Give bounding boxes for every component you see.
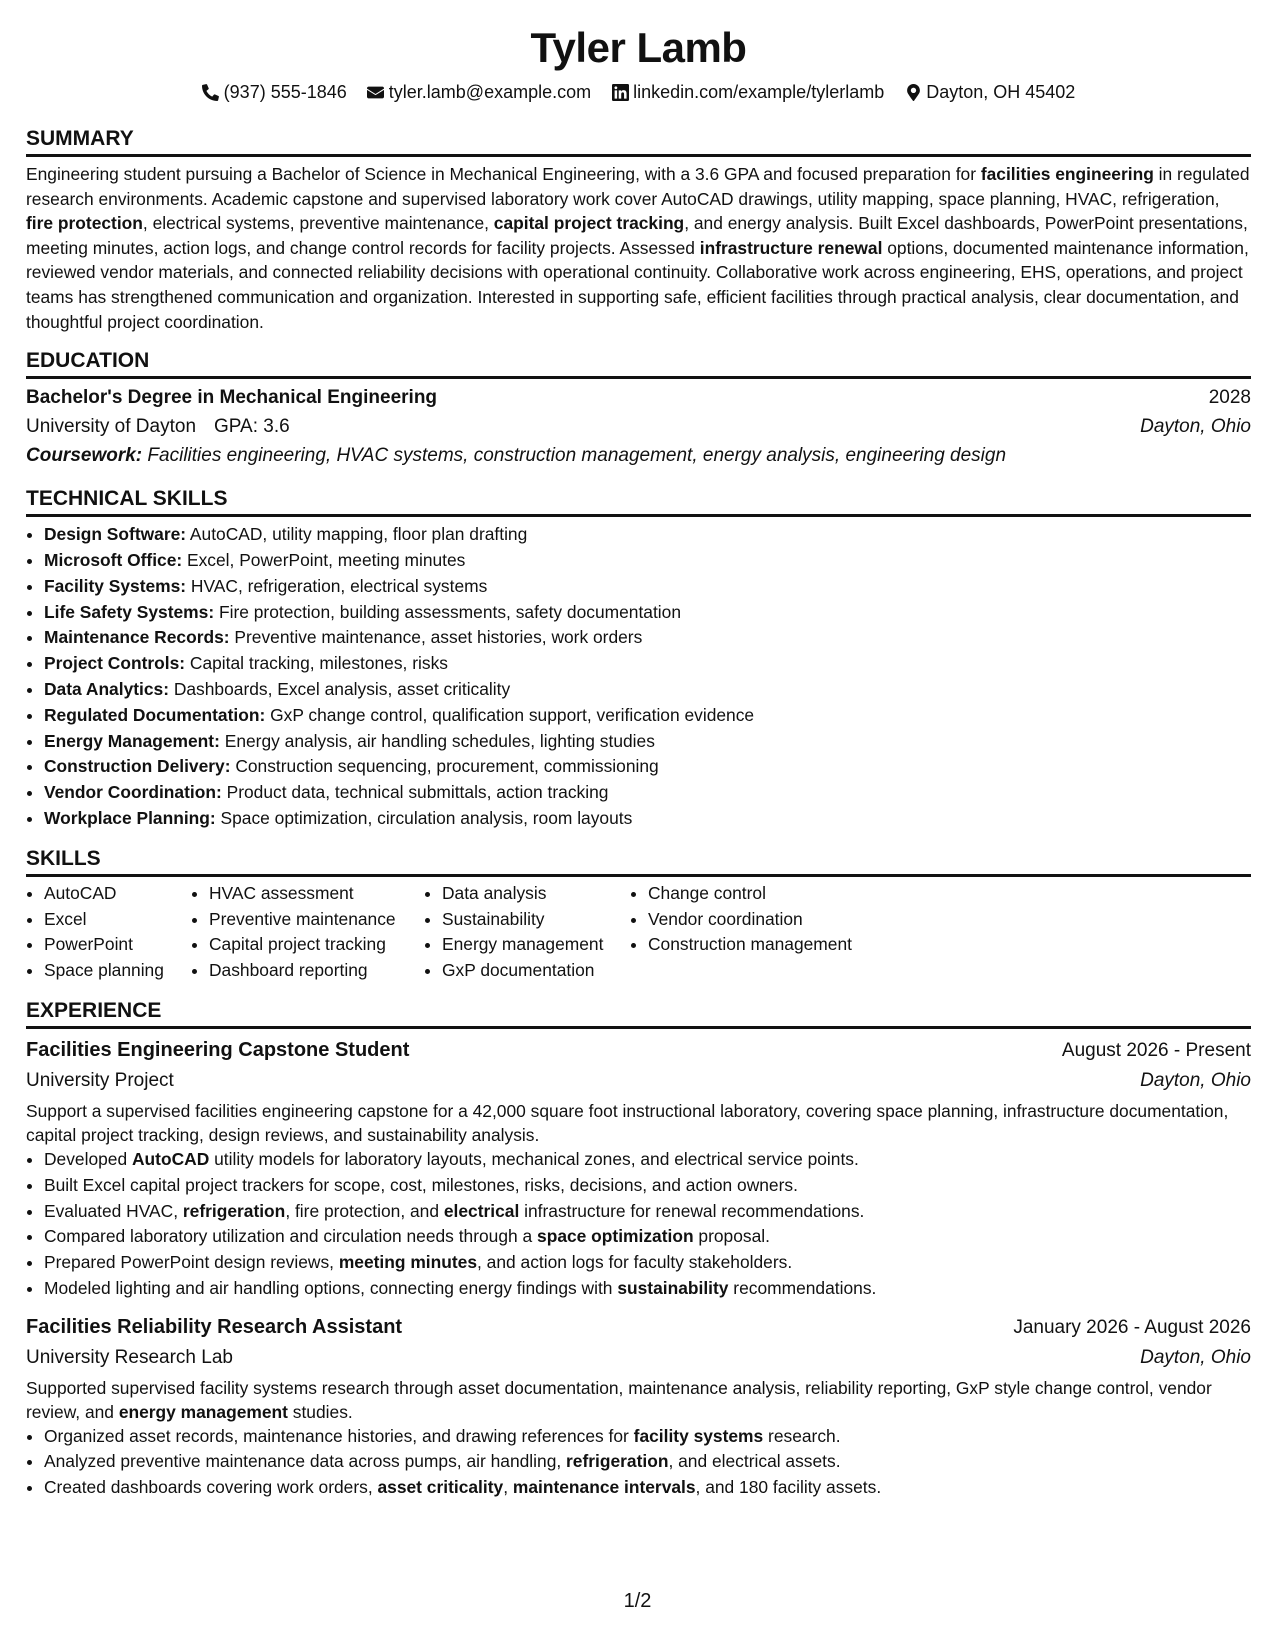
job-bullet-text: , and electrical assets. — [668, 1451, 841, 1472]
job-org-row — [26, 1343, 1251, 1373]
job-bullet-bold: refrigeration — [182, 1200, 286, 1221]
job-bullet-text: Organized asset records, maintenance histories, and drawing references for — [44, 1425, 634, 1446]
job-description — [26, 1376, 1251, 1424]
contact-phone[interactable] — [202, 80, 347, 104]
job-bullet-text: Analyzed preventive maintenance data across pumps, air handling, — [44, 1451, 567, 1472]
job-bullets — [26, 1147, 1251, 1302]
skill-item: • HVAC assessment — [209, 881, 424, 907]
technical-skill-text: Dashboards, Excel analysis, asset criticality — [169, 678, 511, 699]
technical-skill-text: Excel, PowerPoint, meeting minutes — [182, 549, 466, 570]
technical-skill-item — [44, 677, 1251, 703]
technical-skill-label: Maintenance Records: — [44, 627, 230, 648]
summary-text: options, documented maintenance information, reviewed vendor materials, and connected reliability decisions with operational continuity. Collaborative work across engineering, EHS, operations, and project teams has strengthened communication and organization. Interested in supporting safe, efficient facilities through practical analysis, clear documentation, and thoughtful project coordination. — [26, 237, 1249, 332]
job-bullet-bold: facility systems — [633, 1425, 764, 1446]
technical-skill-label: Project Controls: — [44, 653, 186, 674]
location-text: Dayton, OH 45402 — [926, 82, 1076, 102]
technical-skill-item — [44, 754, 1251, 780]
coursework-text: Facilities engineering, HVAC systems, construction management, energy analysis, engineering design — [142, 445, 1007, 467]
job-location: Dayton, Ohio — [1140, 1346, 1251, 1368]
linkedin-text: linkedin.com/example/tylerlamb — [633, 82, 885, 102]
job-entry — [26, 1312, 1251, 1501]
education-heading: EDUCATION — [26, 348, 1251, 379]
skill-item: • AutoCAD — [44, 881, 191, 907]
technical-skill-item — [44, 600, 1251, 626]
job-header-row — [26, 1035, 1251, 1066]
job-bullet-text: recommendations. — [728, 1277, 877, 1298]
candidate-name: Tyler Lamb — [530, 24, 747, 71]
technical-skill-text: Product data, technical submittals, action tracking — [221, 782, 609, 803]
technical-skill-label: Regulated Documentation: — [44, 704, 266, 725]
job-bullet-text: research. — [763, 1425, 841, 1446]
job-bullet — [44, 1449, 1251, 1475]
skills-column — [26, 881, 191, 984]
skill-item: • Data analysis — [442, 881, 630, 907]
skill-item: • Energy management — [442, 932, 630, 958]
skill-item: • Capital project tracking — [209, 932, 424, 958]
graduation-year: 2028 — [1208, 387, 1251, 409]
contact-location — [904, 80, 1075, 104]
technical-skill-label: Life Safety Systems: — [44, 601, 215, 622]
job-bullet-text: utility models for laboratory layouts, mechanical zones, and electrical service points. — [209, 1148, 859, 1169]
technical-skill-item — [44, 625, 1251, 651]
technical-skill-text: HVAC, refrigeration, electrical systems — [186, 575, 488, 596]
job-org-row — [26, 1066, 1251, 1096]
job-bullet-text: , and action logs for faculty stakeholders. — [477, 1252, 793, 1273]
job-organization: University Project — [26, 1069, 174, 1091]
technical-skill-label: Facility Systems: — [44, 575, 187, 596]
job-bullets — [26, 1424, 1251, 1501]
contact-linkedin[interactable] — [611, 80, 884, 104]
skill-item: • GxP documentation — [442, 958, 630, 984]
skills-heading: SKILLS — [26, 846, 1251, 877]
job-bullet-bold: refrigeration — [566, 1451, 669, 1472]
technical-skill-item — [44, 522, 1251, 548]
job-bullet — [44, 1199, 1251, 1225]
education-degree-row — [26, 383, 1251, 412]
job-location: Dayton, Ohio — [1140, 1069, 1251, 1091]
technical-skill-text: AutoCAD, utility mapping, floor plan drafting — [186, 524, 528, 545]
technical-skill-item — [44, 651, 1251, 677]
technical-skill-label: Energy Management: — [44, 730, 220, 751]
location-pin-icon — [904, 83, 922, 101]
job-bullet — [44, 1424, 1251, 1450]
summary-text: in regulated research environments. Academic capstone and supervised laboratory work cover AutoCAD drawings, utility mapping, space planning, HVAC, refrigeration, — [26, 164, 1250, 209]
summary-text — [26, 162, 1251, 334]
job-dates: August 2026 - Present — [1061, 1039, 1251, 1061]
skill-item: • Preventive maintenance — [209, 907, 424, 933]
experience-jobs — [26, 1035, 1251, 1501]
job-bullet-text: Created dashboards covering work orders, — [44, 1477, 378, 1498]
technical-skill-item — [44, 548, 1251, 574]
job-bullet-bold: sustainability — [617, 1277, 729, 1298]
technical-skill-label: Microsoft Office: — [44, 549, 183, 570]
technical-skill-item — [44, 806, 1251, 832]
summary-text: , and energy analysis. Built Excel dashboards, PowerPoint presentations, meeting minutes, action logs, and change control records for facility projects. Assessed — [26, 213, 1248, 258]
summary-text: Engineering student pursuing a Bachelor of Science in Mechanical Engineering, with a 3.6 GPA and focused preparation for — [26, 164, 981, 184]
job-bullet-bold: meeting minutes — [338, 1252, 478, 1273]
technical-skill-label: Data Analytics: — [44, 678, 169, 699]
job-bullet-bold: AutoCAD — [131, 1148, 210, 1169]
technical-skill-text: Fire protection, building assessments, safety documentation — [214, 601, 682, 622]
job-bullet — [44, 1147, 1251, 1173]
school-name: University of Dayton — [26, 416, 197, 438]
job-bullet-text: Modeled lighting and air handling options, connecting energy findings with — [44, 1277, 618, 1298]
job-header-row — [26, 1312, 1251, 1343]
technical-skill-label: Vendor Coordination: — [44, 782, 222, 803]
skill-item: • Space planning — [44, 958, 191, 984]
skill-item: • Construction management — [648, 932, 908, 958]
job-bullet — [44, 1475, 1251, 1501]
job-dates: January 2026 - August 2026 — [1013, 1316, 1251, 1338]
technical-skills-list — [26, 522, 1251, 832]
job-bullet-text: Prepared PowerPoint design reviews, — [44, 1252, 339, 1273]
job-bullet-text: , and 180 facility assets. — [695, 1477, 882, 1498]
summary-text: , electrical systems, preventive maintenance, — [142, 213, 494, 234]
phone-text: (937) 555-1846 — [223, 82, 347, 102]
technical-skills-section — [26, 486, 1251, 832]
coursework-line — [26, 441, 1251, 471]
technical-skill-text: Space optimization, circulation analysis, room layouts — [215, 807, 633, 828]
gpa: GPA: 3.6 — [214, 416, 290, 438]
job-bullet-text: Developed — [44, 1148, 132, 1169]
job-bullet — [44, 1276, 1251, 1302]
technical-skill-text: Construction sequencing, procurement, commissioning — [230, 756, 659, 777]
skill-item: • PowerPoint — [44, 932, 191, 958]
job-bullet — [44, 1250, 1251, 1276]
school-line — [26, 412, 290, 441]
job-bullet-text: Evaluated HVAC, — [44, 1200, 183, 1221]
summary-heading: SUMMARY — [26, 126, 1251, 157]
skill-item: • Sustainability — [442, 907, 630, 933]
page-number: 1/2 — [623, 1590, 652, 1612]
phone-icon — [202, 83, 220, 101]
job-bullet-bold: maintenance intervals — [512, 1477, 696, 1498]
job-bullet-text: , fire protection, and — [285, 1200, 444, 1221]
job-bullet-bold: space optimization — [537, 1226, 694, 1247]
job-title: Facilities Engineering Capstone Student — [26, 1038, 410, 1061]
technical-skill-text: Preventive maintenance, asset histories, work orders — [229, 627, 643, 648]
job-entry — [26, 1035, 1251, 1302]
skills-grid — [26, 881, 1251, 984]
skills-column — [424, 881, 630, 984]
technical-skill-item — [44, 780, 1251, 806]
technical-skill-item — [44, 574, 1251, 600]
envelope-icon — [367, 83, 385, 101]
job-bullet-bold: asset criticality — [377, 1477, 504, 1498]
skill-item: • Vendor coordination — [648, 907, 908, 933]
job-bullet — [44, 1173, 1251, 1199]
linkedin-icon — [611, 83, 629, 101]
technical-skill-label: Design Software: — [44, 524, 187, 545]
summary-bold: fire protection — [26, 213, 143, 234]
contact-email[interactable] — [367, 80, 591, 104]
job-bullet-text: Built Excel capital project trackers for scope, cost, milestones, risks, decisions, and action owners. — [44, 1174, 798, 1195]
job-bullet-text: proposal. — [693, 1226, 770, 1247]
skill-item: • Dashboard reporting — [209, 958, 424, 984]
skill-item: • Excel — [44, 907, 191, 933]
job-bullet-bold: electrical — [443, 1200, 520, 1221]
email-text: tyler.lamb@example.com — [388, 82, 592, 102]
summary-bold: facilities engineering — [980, 164, 1154, 184]
experience-heading: EXPERIENCE — [26, 998, 1251, 1029]
job-description — [26, 1099, 1251, 1147]
technical-skill-text: Energy analysis, air handling schedules, lighting studies — [219, 730, 655, 751]
job-description-bold: energy management — [118, 1401, 288, 1422]
job-bullet-text: infrastructure for renewal recommendations. — [519, 1200, 865, 1221]
job-bullet-text: Compared laboratory utilization and circulation needs through a — [44, 1226, 538, 1247]
job-description-text: studies. — [287, 1401, 353, 1422]
skills-column — [191, 881, 424, 984]
technical-skills-heading: TECHNICAL SKILLS — [26, 486, 1251, 517]
school-location: Dayton, Ohio — [1140, 416, 1251, 438]
job-bullet — [44, 1224, 1251, 1250]
job-description-text: Support a supervised facilities engineering capstone for a 42,000 square foot instructional laboratory, covering space planning, infrastructure documentation, capital project tracking, design reviews, and sustainability analysis. — [26, 1100, 1229, 1145]
resume-page — [26, 22, 1251, 1501]
degree-title: Bachelor's Degree in Mechanical Engineering — [26, 387, 438, 409]
job-title: Facilities Reliability Research Assistant — [26, 1315, 403, 1338]
job-bullet-text: , — [503, 1477, 513, 1498]
experience-section — [26, 998, 1251, 1501]
coursework-label: Coursework: — [26, 445, 143, 467]
summary-section — [26, 126, 1251, 334]
job-organization: University Research Lab — [26, 1346, 233, 1368]
technical-skill-text: Capital tracking, milestones, risks — [185, 653, 448, 674]
technical-skill-text: GxP change control, qualification support, verification evidence — [265, 704, 755, 725]
summary-bold: capital project tracking — [493, 213, 685, 234]
skills-section — [26, 846, 1251, 984]
education-section — [26, 348, 1251, 471]
skills-column — [630, 881, 908, 984]
education-school-row — [26, 412, 1251, 441]
job-description-text: Supported supervised facility systems research through asset documentation, maintenance analysis, reliability reporting, GxP style change control, vendor review, and — [26, 1377, 1212, 1422]
summary-bold: infrastructure renewal — [699, 237, 883, 258]
contact-bar — [26, 80, 1251, 104]
technical-skill-label: Workplace Planning: — [44, 807, 216, 828]
skill-item: • Change control — [648, 881, 908, 907]
technical-skill-label: Construction Delivery: — [44, 756, 231, 777]
technical-skill-item — [44, 729, 1251, 755]
technical-skill-item — [44, 703, 1251, 729]
